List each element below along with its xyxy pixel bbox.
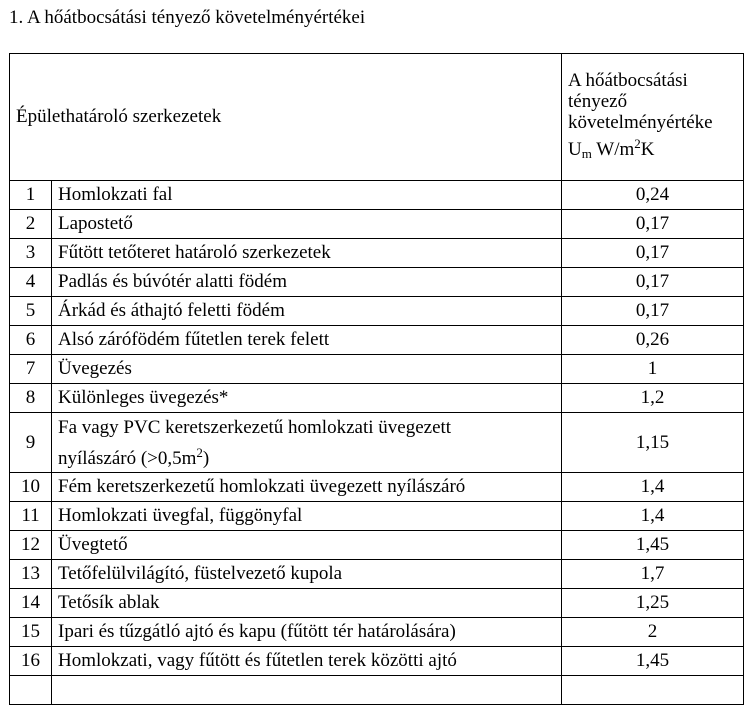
row-structure-name [52, 413, 562, 473]
row-structure-name: Tetőfelülvilágító, füstelvezető kupola [52, 560, 562, 589]
header-requirement-value [562, 54, 744, 181]
header-value-line2: tényező [568, 91, 628, 112]
row-structure-name: Alsó zárófödém fűtetlen terek felett [52, 326, 562, 355]
table-row [10, 560, 744, 589]
page-heading: 1. A hőátbocsátási tényező követelményértékei [9, 7, 366, 28]
table-row [10, 647, 744, 676]
row-value: 0,24 [562, 181, 744, 210]
header-unit: W/m [596, 139, 635, 160]
row-number: 16 [10, 647, 52, 676]
table-row [10, 297, 744, 326]
row-name-line1: Fa vagy PVC keretszerkezetű homlokzati üvegezett [58, 416, 452, 438]
row-structure-name: Lapostető [52, 210, 562, 239]
table-row-partial [10, 676, 744, 705]
table-row [10, 326, 744, 355]
row-value: 1,15 [562, 413, 744, 473]
row-value: 0,17 [562, 210, 744, 239]
row-structure-name: Homlokzati, vagy fűtött és fűtetlen terek közötti ajtó [52, 647, 562, 676]
row-number: 12 [10, 531, 52, 560]
row-number: 6 [10, 326, 52, 355]
header-value-line3: követelményértéke [568, 112, 713, 133]
table-row [10, 531, 744, 560]
row-value: 1,4 [562, 473, 744, 502]
row-number: 2 [10, 210, 52, 239]
header-value-line1: A hőátbocsátási [568, 70, 688, 91]
header-unit-tail: K [640, 139, 655, 160]
table-row [10, 618, 744, 647]
header-unit-superscript: 2 [634, 136, 641, 151]
row-number: 13 [10, 560, 52, 589]
table-header-row [10, 54, 744, 181]
row-structure-name: Üvegezés [52, 355, 562, 384]
table-row [10, 589, 744, 618]
requirements-table [9, 53, 744, 705]
row-structure-name: Tetősík ablak [52, 589, 562, 618]
row-number: 10 [10, 473, 52, 502]
row-value: 0,17 [562, 239, 744, 268]
row-number: 3 [10, 239, 52, 268]
row-number: 15 [10, 618, 52, 647]
header-u-subscript: m [581, 146, 592, 161]
row-name-superscript: 2 [196, 444, 203, 460]
row-structure-name: Árkád és áthajtó feletti födém [52, 297, 562, 326]
row-name-line2: nyílászáró (>0,5m [58, 447, 197, 469]
row-value: 1,4 [562, 502, 744, 531]
table-row [10, 502, 744, 531]
row-structure-name: Fűtött tetőteret határoló szerkezetek [52, 239, 562, 268]
row-number: 14 [10, 589, 52, 618]
header-structures: Épülethatároló szerkezetek [10, 54, 562, 181]
header-u-symbol: U [568, 139, 582, 160]
row-number: 8 [10, 384, 52, 413]
row-number: 7 [10, 355, 52, 384]
row-value: 1,7 [562, 560, 744, 589]
table-row [10, 473, 744, 502]
row-structure-name: Homlokzati fal [52, 181, 562, 210]
row-number: 4 [10, 268, 52, 297]
row-value: 0,17 [562, 297, 744, 326]
table-row [10, 239, 744, 268]
table-row [10, 413, 744, 473]
table-row [10, 384, 744, 413]
table-row [10, 268, 744, 297]
row-structure-name: Különleges üvegezés* [52, 384, 562, 413]
row-value: 0,17 [562, 268, 744, 297]
table-row [10, 210, 744, 239]
row-value: 1,2 [562, 384, 744, 413]
row-value: 1,25 [562, 589, 744, 618]
row-structure-name: Ipari és tűzgátló ajtó és kapu (fűtött tér határolására) [52, 618, 562, 647]
row-number: 5 [10, 297, 52, 326]
table-row [10, 181, 744, 210]
row-number: 9 [10, 413, 52, 473]
row-value: 1 [562, 355, 744, 384]
row-number: 1 [10, 181, 52, 210]
row-structure-name: Homlokzati üvegfal, függönyfal [52, 502, 562, 531]
row-value: 2 [562, 618, 744, 647]
row-name-tail: ) [202, 447, 210, 469]
row-structure-name: Padlás és búvótér alatti födém [52, 268, 562, 297]
row-value: 1,45 [562, 531, 744, 560]
row-structure-name: Üvegtető [52, 531, 562, 560]
row-number: 11 [10, 502, 52, 531]
row-value: 1,45 [562, 647, 744, 676]
row-value: 0,26 [562, 326, 744, 355]
table-row [10, 355, 744, 384]
row-structure-name: Fém keretszerkezetű homlokzati üvegezett nyílászáró [52, 473, 562, 502]
